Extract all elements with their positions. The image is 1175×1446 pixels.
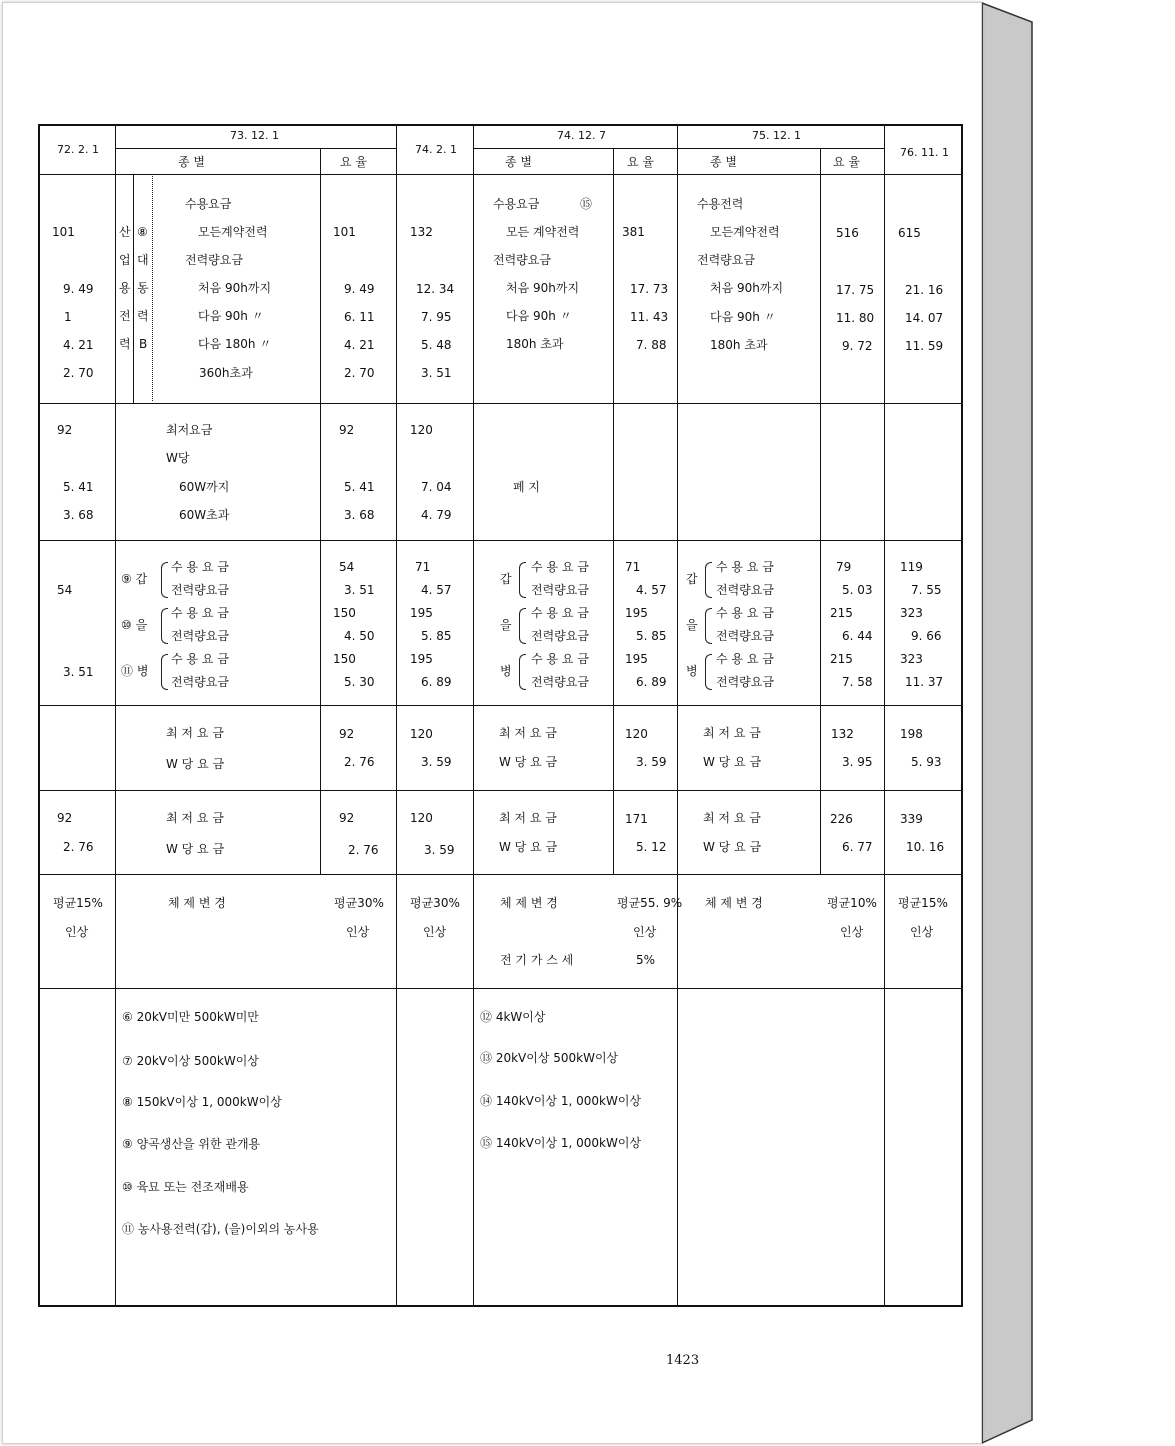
rate-value: 79: [836, 560, 852, 574]
item-label: 전력량요금: [185, 253, 243, 267]
item-label: 전력량요금: [171, 629, 229, 643]
footnote: ⑫ 4kW이상: [480, 1010, 546, 1024]
rate-value: 11. 43: [630, 310, 669, 324]
sub-char: ⑧: [137, 225, 148, 239]
item-label: 전력량요금: [716, 583, 774, 597]
rate-value: 2. 76: [348, 843, 379, 857]
value-74-2: 평균30%: [410, 896, 460, 910]
value-76: 9. 66: [911, 629, 942, 643]
item-label: W 당 요 금: [499, 755, 558, 769]
item-label: ⑮: [580, 197, 593, 211]
value-72: 9. 49: [63, 282, 94, 296]
footnote: ⑩ 육묘 또는 전조재배용: [122, 1180, 249, 1194]
value-74-2: 3. 59: [424, 843, 455, 857]
item-label: W 당 요 금: [499, 840, 558, 854]
sub-char: 력: [137, 309, 149, 323]
rate-value: 4. 21: [344, 338, 375, 352]
rate-value: 평균10%: [827, 896, 877, 910]
rate-value: 7. 88: [636, 338, 667, 352]
brace: [519, 562, 526, 598]
rate-value: 120: [625, 727, 648, 741]
rate-value: 17. 73: [630, 282, 669, 296]
rate-value: 17. 75: [836, 283, 875, 297]
rate-value: 5. 03: [842, 583, 873, 597]
side-char: 업: [119, 253, 131, 267]
footnote: ⑦ 20kV이상 500kW이상: [122, 1054, 259, 1068]
item-label: 처음 90h까지: [198, 281, 272, 295]
footnote: ⑪ 농사용전력(갑), (을)이외의 농사용: [122, 1222, 319, 1236]
value-76: 21. 16: [905, 283, 944, 297]
rate-value: 6. 89: [636, 675, 667, 689]
item-label: 전력량요금: [716, 675, 774, 689]
value-76: 11. 37: [905, 675, 944, 689]
header-rate: 요 율: [627, 155, 654, 169]
value-76: 7. 55: [911, 583, 942, 597]
value-74-2: 120: [410, 423, 433, 437]
value-74-2: 3. 59: [421, 755, 452, 769]
value-74-2: 120: [410, 811, 433, 825]
page-number: 1423: [666, 1353, 700, 1368]
item-label: 수 용 요 금: [531, 560, 589, 574]
rate-value: 3. 59: [636, 755, 667, 769]
value-76: 인상: [910, 925, 934, 939]
value-74-2: 4. 79: [421, 508, 452, 522]
header-date-76-11-1: 76. 11. 1: [900, 146, 949, 159]
item-label: 전력량요금: [531, 583, 589, 597]
item-label: 전력량요금: [493, 253, 551, 267]
item-label: 360h초과: [199, 366, 253, 380]
sub-char: 대: [137, 253, 149, 267]
value-76: 615: [898, 226, 921, 240]
value-72: 5. 41: [63, 480, 94, 494]
rate-value: 5. 85: [636, 629, 667, 643]
value-72: 평균15%: [53, 896, 103, 910]
header-date-75-12-1: 75. 12. 1: [752, 129, 801, 142]
rate-value: 3. 68: [344, 508, 375, 522]
item-label: 전력량요금: [171, 675, 229, 689]
value-74-2: 인상: [423, 925, 447, 939]
rate-value: 150: [333, 652, 356, 666]
group-label: ⑩ 을: [121, 618, 148, 632]
item-label: 최저요금: [166, 423, 213, 437]
tax-value: 5%: [636, 953, 656, 967]
item-label: 60W까지: [179, 480, 230, 494]
header-date-74-12-7: 74. 12. 7: [557, 129, 606, 142]
group-label: ⑨ 갑: [121, 572, 148, 586]
item-label: 60W초과: [179, 508, 230, 522]
value-76: 119: [900, 560, 923, 574]
rate-value: 11. 80: [836, 311, 875, 325]
item-label: 체 제 변 경: [705, 896, 763, 910]
rate-value: 101: [333, 225, 356, 239]
rate-value: 7. 58: [842, 675, 873, 689]
group-label: 병: [686, 664, 698, 678]
value-76: 평균15%: [898, 896, 948, 910]
value-74-2: 7. 95: [421, 310, 452, 324]
item-label: 수 용 요 금: [716, 606, 774, 620]
rate-value: 215: [830, 652, 853, 666]
group-label: 갑: [500, 572, 512, 586]
item-label: 최 저 요 금: [703, 726, 761, 740]
value-72: 4. 21: [63, 338, 94, 352]
rate-value: 54: [339, 560, 355, 574]
value-74-2: 7. 04: [421, 480, 452, 494]
item-label: 모든계약전력: [710, 225, 780, 239]
value-74-2: 3. 51: [421, 366, 452, 380]
header-date-73-12-1: 73. 12. 1: [230, 129, 279, 142]
group-label: ⑪ 병: [121, 664, 149, 678]
rate-value: 92: [339, 811, 355, 825]
value-72: 54: [57, 583, 73, 597]
footnote: ⑮ 140kV이상 1, 000kW이상: [480, 1136, 642, 1150]
item-label: 전력량요금: [716, 629, 774, 643]
item-label: 수 용 요 금: [171, 606, 229, 620]
item-label: 전력량요금: [171, 583, 229, 597]
value-72: 3. 68: [63, 508, 94, 522]
rate-value: 150: [333, 606, 356, 620]
value-74-2: 5. 85: [421, 629, 452, 643]
rate-value: 92: [339, 727, 355, 741]
rate-value: 인상: [633, 925, 657, 939]
item-label: 체 제 변 경: [168, 896, 226, 910]
value-74-2: 195: [410, 606, 433, 620]
item-label: 수용요금: [493, 197, 540, 211]
item-label: W 당 요 금: [166, 757, 225, 771]
rate-value: 3. 51: [344, 583, 375, 597]
header-date-72-2-1: 72. 2. 1: [57, 143, 99, 156]
item-label: 최 저 요 금: [499, 726, 557, 740]
footnote: ⑥ 20kV미만 500kW미만: [122, 1010, 259, 1024]
value-76: 339: [900, 812, 923, 826]
rate-value: 인상: [840, 925, 864, 939]
group-label: 병: [500, 664, 512, 678]
group-label: 을: [686, 618, 698, 632]
brace: [161, 608, 168, 644]
footnote: ⑬ 20kV이상 500kW이상: [480, 1051, 619, 1065]
brace: [161, 654, 168, 690]
brace: [161, 562, 168, 598]
rate-value: 평균55. 9%: [617, 896, 683, 910]
value-76: 323: [900, 606, 923, 620]
sub-char: B: [139, 337, 148, 351]
rate-value: 132: [831, 727, 854, 741]
rate-value: 5. 41: [344, 480, 375, 494]
item-label: W 당 요 금: [703, 755, 762, 769]
brace: [705, 608, 712, 644]
value-76: 14. 07: [905, 311, 944, 325]
value-74-2: 71: [415, 560, 431, 574]
item-label: 수 용 요 금: [531, 652, 589, 666]
header-rate: 요 율: [340, 155, 367, 169]
value-72: 92: [57, 811, 73, 825]
side-char: 용: [119, 281, 131, 295]
item-label: 다음 90h 〃: [506, 309, 572, 323]
rate-value: 9. 49: [344, 282, 375, 296]
side-char: 전: [119, 309, 131, 323]
item-label: 처음 90h까지: [710, 281, 784, 295]
item-label: 수 용 요 금: [171, 652, 229, 666]
item-label: 모든계약전력: [198, 225, 268, 239]
item-label: 최 저 요 금: [166, 811, 224, 825]
footnote: ⑨ 양곡생산을 위한 관개용: [122, 1137, 261, 1151]
side-char: 산: [119, 225, 131, 239]
value-74-2: 12. 34: [416, 282, 455, 296]
value-74-2: 5. 48: [421, 338, 452, 352]
value-76: 5. 93: [911, 755, 942, 769]
item-label: 180h 초과: [710, 338, 768, 352]
value-74-2: 4. 57: [421, 583, 452, 597]
group-label: 갑: [686, 572, 698, 586]
rate-value: 2. 70: [344, 366, 375, 380]
brace: [705, 562, 712, 598]
abolished-label: 폐 지: [513, 480, 540, 494]
value-74-2: 195: [410, 652, 433, 666]
footnote: ⑧ 150kV이상 1, 000kW이상: [122, 1095, 282, 1109]
brace: [519, 608, 526, 644]
rate-value: 516: [836, 226, 859, 240]
item-label: 수 용 요 금: [716, 560, 774, 574]
value-72: 3. 51: [63, 665, 94, 679]
value-72: 인상: [65, 925, 89, 939]
rate-value: 6. 77: [842, 840, 873, 854]
value-76: 323: [900, 652, 923, 666]
header-date-74-2-1: 74. 2. 1: [415, 143, 457, 156]
header-rate: 요 율: [833, 155, 860, 169]
item-label: 모든 계약전력: [506, 225, 580, 239]
item-label: 전력량요금: [531, 675, 589, 689]
item-label: 처음 90h까지: [506, 281, 580, 295]
rate-value: 92: [339, 423, 355, 437]
item-label: 180h 초과: [506, 337, 564, 351]
rate-value: 9. 72: [842, 339, 873, 353]
header-kind: 종 별: [505, 155, 532, 169]
header-kind: 종 별: [710, 155, 737, 169]
rate-value: 4. 57: [636, 583, 667, 597]
item-label: W당: [166, 451, 190, 465]
item-label: 다음 180h 〃: [198, 337, 272, 351]
item-label: 다음 90h 〃: [710, 310, 776, 324]
rate-value: 3. 95: [842, 755, 873, 769]
value-72: 1: [64, 310, 72, 324]
rate-value: 381: [622, 225, 645, 239]
group-label: 을: [500, 618, 512, 632]
rate-value: 215: [830, 606, 853, 620]
value-72: 2. 70: [63, 366, 94, 380]
rate-value: 인상: [346, 925, 370, 939]
item-label: 다음 90h 〃: [198, 309, 264, 323]
rate-value: 4. 50: [344, 629, 375, 643]
item-label: 수용전력: [697, 197, 744, 211]
value-76: 10. 16: [906, 840, 945, 854]
value-72: 101: [52, 225, 75, 239]
value-72: 92: [57, 423, 73, 437]
item-label: 최 저 요 금: [499, 811, 557, 825]
rate-value: 2. 76: [344, 755, 375, 769]
item-label: 수 용 요 금: [716, 652, 774, 666]
rate-value: 71: [625, 560, 641, 574]
item-label: 수용요금: [185, 197, 232, 211]
footnote: ⑭ 140kV이상 1, 000kW이상: [480, 1094, 642, 1108]
value-74-2: 6. 89: [421, 675, 452, 689]
tax-label: 전 기 가 스 세: [500, 953, 574, 967]
item-label: 전력량요금: [697, 253, 755, 267]
item-label: 최 저 요 금: [166, 726, 224, 740]
side-char: 력: [119, 337, 131, 351]
brace: [519, 654, 526, 690]
value-76: 198: [900, 727, 923, 741]
value-76: 11. 59: [905, 339, 944, 353]
rate-value: 6. 11: [344, 310, 375, 324]
brace: [705, 654, 712, 690]
rate-value: 195: [625, 652, 648, 666]
rate-value: 5. 12: [636, 840, 667, 854]
rate-value: 5. 30: [344, 675, 375, 689]
rate-value: 6. 44: [842, 629, 873, 643]
rate-value: 평균30%: [334, 896, 384, 910]
item-label: W 당 요 금: [703, 840, 762, 854]
item-label: 최 저 요 금: [703, 811, 761, 825]
sub-char: 동: [137, 281, 149, 295]
item-label: 전력량요금: [531, 629, 589, 643]
value-74-2: 132: [410, 225, 433, 239]
value-72: 2. 76: [63, 840, 94, 854]
rate-value: 171: [625, 812, 648, 826]
item-label: 수 용 요 금: [171, 560, 229, 574]
header-kind: 종 별: [178, 155, 205, 169]
rate-value: 226: [830, 812, 853, 826]
value-74-2: 120: [410, 727, 433, 741]
rate-value: 195: [625, 606, 648, 620]
item-label: W 당 요 금: [166, 842, 225, 856]
item-label: 체 제 변 경: [500, 896, 558, 910]
item-label: 수 용 요 금: [531, 606, 589, 620]
